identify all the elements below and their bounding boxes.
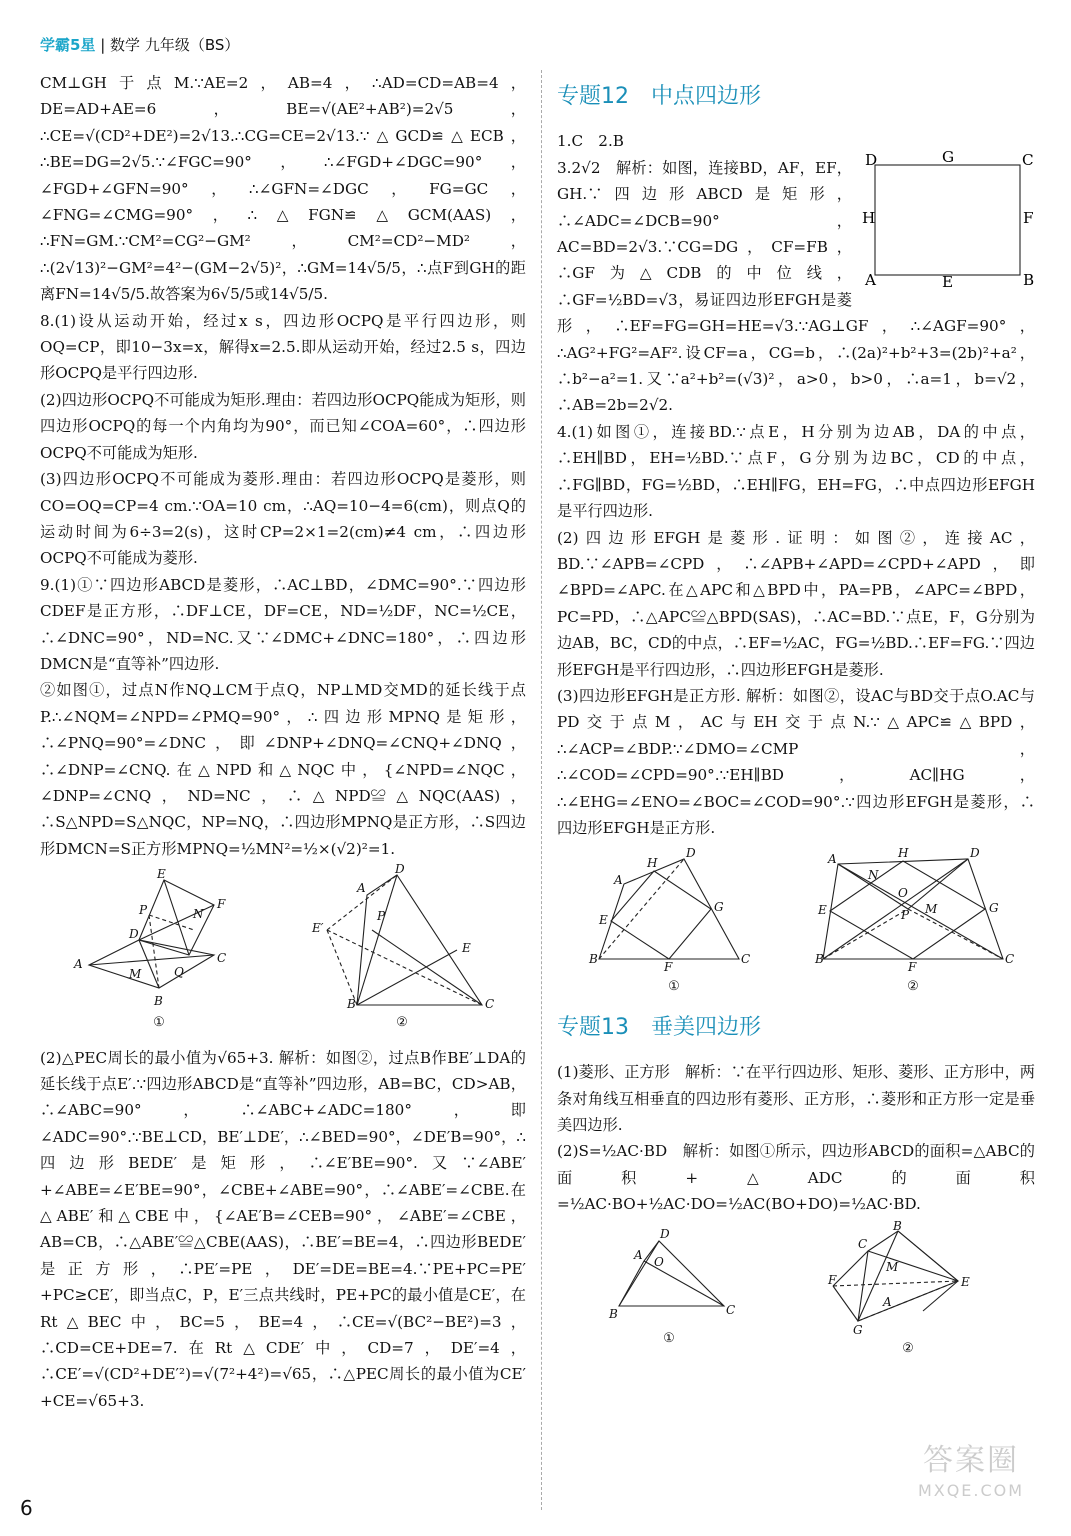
svg-text:C: C (858, 1236, 868, 1251)
svg-text:P: P (901, 908, 910, 923)
svg-text:P: P (377, 909, 386, 924)
svg-text:E: E (462, 941, 471, 956)
figure-q13-2 (828, 1218, 988, 1362)
svg-text:F: F (828, 1272, 837, 1287)
svg-text:G: G (853, 1322, 863, 1337)
svg-text:B: B (609, 1306, 618, 1321)
svg-text:C: C (741, 952, 751, 967)
geometry-figure (69, 867, 249, 1010)
svg-text:H: H (647, 856, 658, 871)
svg-text:O: O (654, 1254, 664, 1269)
geometry-figure (828, 1218, 988, 1337)
figure-row-q4 (557, 846, 1035, 1000)
svg-text:A: A (614, 873, 623, 888)
svg-text:B: B (589, 952, 598, 967)
page-number: 6 (20, 1496, 33, 1520)
svg-text:B: B (154, 994, 163, 1009)
figure-q9-1 (69, 867, 249, 1036)
svg-text:A: A (74, 957, 83, 972)
text-paragraph: 1.C 2.B (557, 132, 624, 151)
watermark: 答案圈 MXQE.COM (917, 1443, 1025, 1500)
svg-text:C: C (217, 951, 227, 966)
svg-text:F: F (664, 960, 673, 975)
geometry-figure (813, 846, 1015, 975)
column-divider (541, 70, 542, 1510)
text-paragraph: (2)△PEC周长的最小值为√65+3. 解析：如图②，过点B作BE′⊥DA的延长线于点E′.∵四边形ABCD是“直等补”四边形，AB=BC，CD>AB，∴∠ABC=90°，∴∠ABC+∠ADC=180°，即∠ADC=90°.∵BE⊥CD，BE′⊥DE′，∴∠BED=90°，∠DE′B=90°，∴四边形BEDE′是矩形，∴∠E′BE=90°.又∵∠ABE′+∠ABE=∠E′BE=90°，∠CBE+∠ABE=90°，∴∠ABE′=∠CBE.在△ABE′和△CBE中，{∠AE′B=∠CEB=90°，∠ABE′=∠CBE，AB=CB，∴△ABE′≌△CBE(AAS)，∴BE′=BE=4，∴四边形BEDE′是正方形，∴PE′=PE，DE′=DE=BE=4.∵PE+PC=PE′+PC≥CE′，即当点C，P，E′三点共线时，PE+PC的最小值是CE′，在Rt△BEC中，BC=5，BE=4，∴CE=√(BC²−BE²)=3，∴CD=CE+DE=7.在Rt△CDE′中，CD=7，DE′=4，∴CE′=√(CD²+DE′²)=√(7²+4²)=√65，∴△PEC周长的最小值为CE′+CE=√65+3. (40, 1048, 526, 1410)
svg-text:F: F (1023, 208, 1034, 227)
svg-text:N: N (193, 907, 204, 922)
svg-text:C: C (1005, 952, 1015, 967)
svg-text:A: A (865, 270, 876, 289)
svg-text:B: B (1023, 270, 1035, 289)
subject: 数学 (110, 36, 141, 54)
svg-text:F: F (908, 960, 917, 975)
svg-text:D: D (686, 846, 696, 861)
svg-text:E: E (157, 867, 166, 882)
svg-text:G: G (714, 900, 724, 915)
svg-text:C: C (485, 997, 495, 1012)
figure-q4-2 (813, 846, 1015, 1000)
svg-text:P: P (139, 903, 148, 918)
svg-text:C: C (1022, 150, 1034, 169)
svg-text:D: D (970, 846, 980, 861)
section-title-12: 专题12 中点四边形 (557, 84, 761, 109)
svg-text:A: A (634, 1247, 643, 1262)
text-paragraph: (3)四边形OCPQ不可能成为菱形.理由：若四边形OCPQ是菱形，则CO=OQ=CP=4 cm.∵OA=10 cm，∴AQ=10−4=6(cm)，则点Q的运动时间为6÷3=2(s)，这时CP=2×1=2(cm)≠4 cm，∴四边形OCPQ不可能成为菱形. (40, 470, 526, 568)
figure-label: ② (907, 979, 919, 995)
svg-text:E: E (942, 272, 954, 291)
geometry-figure (860, 147, 1035, 291)
svg-text:E: E (961, 1274, 970, 1289)
text-paragraph: (2)S=½AC·BD 解析：如图①所示，四边形ABCD的面积=△ABC的面积+△ADC的面积=½AC·BO+½AC·DO=½AC(BO+DO)=½AC·BD. (557, 1142, 1035, 1214)
text-paragraph: 3.2√2 解析：如图，连接BD，AF，EF，GH.∵四边形ABCD是矩形，∴∠ADC=∠DCB=90°，AC=BD=2√3.∵CG=DG，CF=FB，∴GF为△CDB的中位线，∴GF=½BD=√3，易证四边形EFGH是菱形，∴EF=FG=GH=HE=√3.∵AG⊥GF，∴∠AGF=90°，∴AG²+FG²=AF².设CF=a，CG=b，∴(2a)²+b²+3=(2b)²+a²，∴b²−a²=1.又∵a²+b²=(√3)²，a>0，b>0，∴a=1，b=√2，∴AB=2b=2√2. (557, 158, 1035, 415)
text-paragraph: (3)四边形EFGH是正方形. 解析：如图②，设AC与BD交于点O.AC与PD交于点M，AC与EH交于点N.∵△APC≌△BPD，∴∠ACP=∠BDP.∵∠DMO=∠CMP，∴∠COD=∠CPD=90°.∵EH∥BD，AC∥HG，∴∠EHG=∠ENO=∠BOC=∠COD=90°.∵四边形EFGH是菱形，∴四边形EFGH是正方形. (557, 686, 1035, 837)
text-paragraph: (2)四边形OCPQ不可能成为矩形.理由：若四边形OCPQ能成为矩形，则四边形OCPQ的每一个内角均为90°，而已知∠COA=60°，∴四边形OCPQ不可能成为矩形. (40, 390, 526, 462)
svg-text:B: B (893, 1218, 902, 1233)
svg-text:F: F (217, 897, 226, 912)
figure-row-q9 (40, 862, 526, 1036)
geometry-figure (604, 1226, 734, 1326)
svg-text:O: O (898, 886, 908, 901)
text-paragraph: (1)菱形、正方形 解析：∵在平行四边形、矩形、菱形、正方形中，两条对角线互相垂直的四边形有菱形、正方形，∴菱形和正方形一定是垂美四边形. (557, 1063, 1035, 1134)
geometry-figure (579, 846, 769, 975)
geometry-figure (307, 862, 497, 1012)
svg-text:B: B (815, 952, 824, 967)
svg-text:N: N (868, 868, 879, 883)
svg-text:M: M (925, 902, 938, 917)
page-header: 学霸5星 | 数学 九年级（BS） (40, 36, 240, 54)
svg-text:C: C (726, 1302, 736, 1317)
svg-text:E: E (599, 913, 608, 928)
figure-label: ① (153, 1015, 165, 1031)
text-paragraph: 4.(1)如图①，连接BD.∵点E，H分别为边AB，DA的中点，∴EH∥BD，EH=½BD.∵点F，G分别为边BC，CD的中点，∴FG∥BD，FG=½BD，∴EH∥FG，EH=FG，∴中点四边形EFGH是平行四边形. (557, 422, 1035, 521)
figure-q4-1 (579, 846, 769, 1000)
section-title-13: 专题13 垂美四边形 (557, 1014, 761, 1040)
svg-text:A: A (828, 852, 837, 867)
svg-text:E′: E′ (312, 921, 324, 936)
left-column (40, 70, 526, 1414)
text-paragraph: (2)四边形EFGH是菱形.证明：如图②，连接AC，BD.∵∠APB=∠CPD，∴∠APB+∠APD=∠CPD+∠APD，即∠BPD=∠APC.在△APC和△BPD中，PA=PB，∠APC=∠BPD，PC=PD，∴△APC≌△BPD(SAS)，∴AC=BD.∵点E，F，G分别为边AB，BC，CD的中点，∴EF=½AC，FG=½BD.∴EF=FG.∵四边形EFGH是平行四边形，∴四边形EFGH是菱形. (557, 528, 1035, 679)
right-column (557, 70, 1035, 1370)
figure-label: ① (668, 979, 680, 995)
svg-text:D: D (395, 862, 405, 877)
figure-label: ② (396, 1015, 408, 1031)
svg-text:E: E (818, 903, 827, 918)
text-paragraph: ②如图①，过点N作NQ⊥CM于点Q，NP⊥MD交MD的延长线于点P.∴∠NQM=∠NPD=∠PMQ=90°，∴四边形MPNQ是矩形，∴∠PNQ=90°=∠DNC，即∠DNP+∠DNQ=∠CNQ+∠DNQ，∴∠DNP=∠CNQ.在△NPD和△NQC中，{∠NPD=∠NQC，∠DNP=∠CNQ，ND=NC，∴△NPD≌△NQC(AAS)，∴S△NPD=S△NQC，NP=NQ，∴四边形MPNQ是正方形，∴S四边形DMCN=S正方形MPNQ=½MN²=½×(√2)²=1. (40, 681, 526, 858)
text-paragraph: CM⊥GH于点M.∵AE=2，AB=4，∴AD=CD=AB=4，DE=AD+AE=6，BE=√(AE²+AB²)=2√5，∴CE=√(CD²+DE²)=2√13.∴CG=CE=2√13.∵△GCD≌△ECB，∴BE=DG=2√5.∵∠FGC=90°，∴∠FGD+∠DGC=90°，∠FGD+∠GFN=90°，∴∠GFN=∠DGC，FG=GC，∠FNG=∠CMG=90°，∴△FGN≌△GCM(AAS)，∴FN=GM.∵CM²=CG²−GM²，CM²=CD²−MD²，∴(2√13)²−GM²=4²−(GM−2√5)²，∴GM=14√5/5，∴点F到GH的距离FN=14√5/5.故答案为6√5/5或14√5/5. (40, 74, 526, 304)
svg-text:D: D (129, 927, 139, 942)
brand-logo: 学霸5星 (40, 36, 96, 54)
svg-text:M: M (129, 967, 142, 982)
svg-text:Q: Q (174, 965, 184, 980)
svg-text:G: G (942, 147, 955, 166)
text-paragraph: 9.(1)①∵四边形ABCD是菱形，∴AC⊥BD，∠DMC=90°.∵四边形CDEF是正方形，∴DF⊥CE，DF=CE，ND=½DF，NC=½CE，∴∠DNC=90°，ND=NC.又∵∠DMC+∠DNC=180°，∴四边形DMCN是“直等补”四边形. (40, 575, 526, 673)
svg-text:H: H (862, 208, 876, 227)
figure-q13-1 (604, 1226, 734, 1362)
svg-text:M: M (886, 1259, 899, 1274)
svg-text:D: D (865, 150, 878, 169)
svg-text:G: G (989, 901, 999, 916)
grade: 九年级（BS） (144, 36, 240, 54)
svg-text:A: A (883, 1294, 892, 1309)
figure-q3 (860, 147, 1035, 298)
figure-label: ① (663, 1330, 675, 1346)
figure-q9-2 (307, 862, 497, 1036)
figure-row-q13 (557, 1218, 1035, 1362)
svg-text:D: D (660, 1226, 670, 1241)
svg-text:A: A (357, 881, 366, 896)
text-paragraph: 8.(1)设从运动开始，经过x s，四边形OCPQ是平行四边形，则OQ=CP，即10−3x=x，解得x=2.5.即从运动开始，经过2.5 s，四边形OCPQ是平行四边形. (40, 311, 526, 383)
svg-text:H: H (898, 846, 909, 861)
svg-text:B: B (347, 997, 356, 1012)
figure-label: ② (902, 1340, 914, 1356)
